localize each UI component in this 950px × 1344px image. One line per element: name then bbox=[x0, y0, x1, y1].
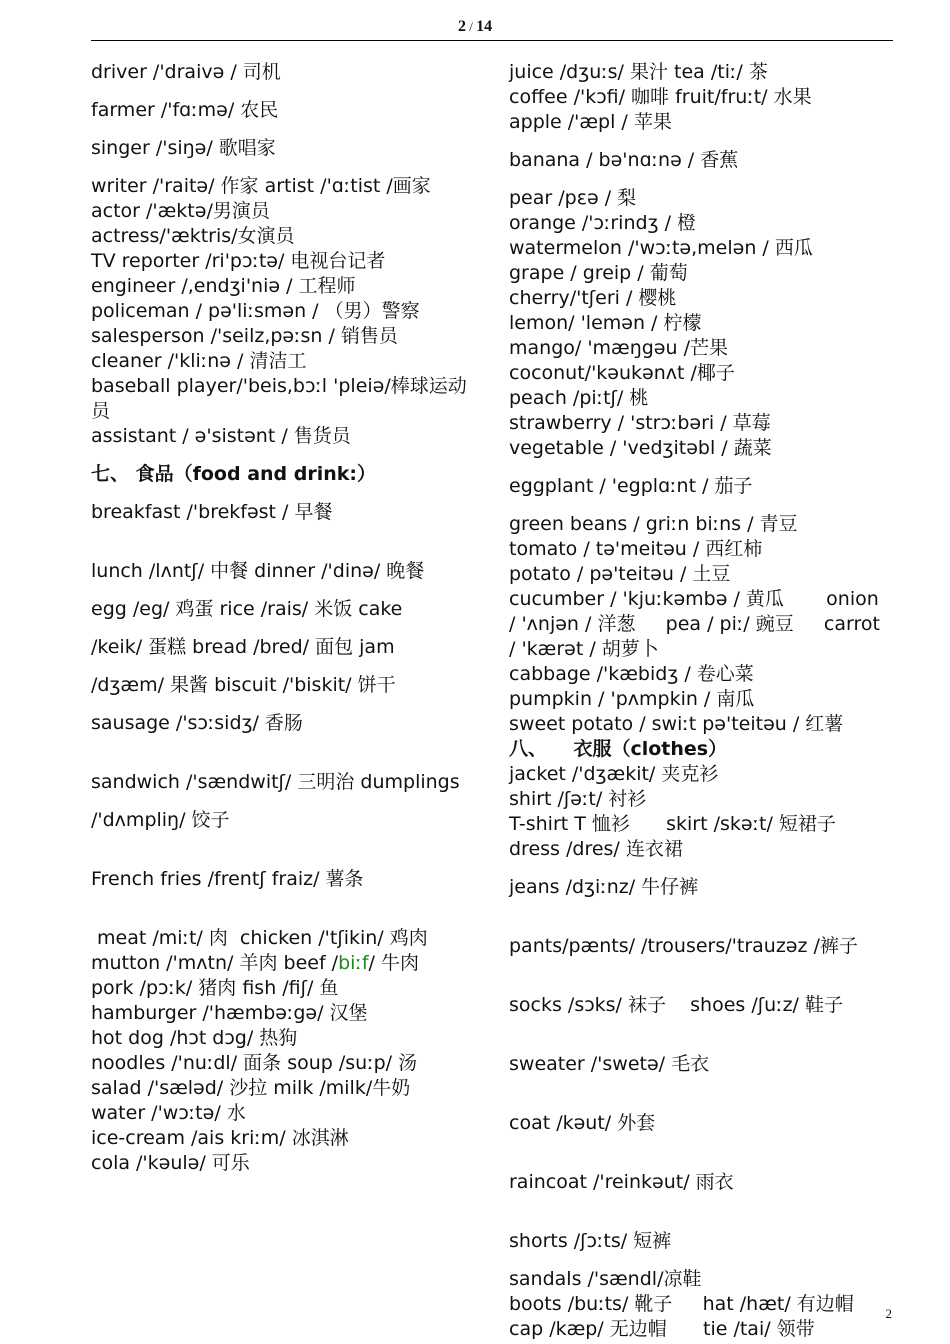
vocab-line: pumpkin / 'pʌmpkin / 南瓜 bbox=[509, 688, 755, 710]
vocab-line: policeman / pə'liːsmən / （男）警察 bbox=[91, 300, 420, 322]
left-column bbox=[91, 60, 476, 1176]
vocab-line: egg /eg/ 鸡蛋 rice /rais/ 米饭 cake bbox=[91, 598, 403, 620]
vocab-line: salad /'sæləd/ 沙拉 milk /milk/牛奶 bbox=[91, 1077, 411, 1099]
vocab-line: /'dʌmpliŋ/ 饺子 bbox=[91, 809, 230, 831]
vocab-line: hamburger /'hæmbəːgə/ 汉堡 bbox=[91, 1002, 368, 1024]
vocab-line: driver /'draivə / 司机 bbox=[91, 61, 281, 83]
header-page-number: 2 bbox=[457, 18, 466, 35]
vocab-line: sweet potato / swiːt pə'teitəu / 红薯 bbox=[509, 713, 844, 735]
vocab-line: singer /'siŋə/ 歌唱家 bbox=[91, 137, 276, 159]
vocab-line: /keik/ 蛋糕 bread /bred/ 面包 jam bbox=[91, 636, 395, 658]
vocab-line: baseball player/'beis,bɔːl 'pleiə/棒球运动员 bbox=[91, 375, 467, 422]
vocab-line bbox=[91, 951, 476, 976]
vocab-line: water /'wɔːtə/ 水 bbox=[91, 1102, 246, 1124]
vocab-line: cola /'kəulə/ 可乐 bbox=[91, 1152, 250, 1174]
vocab-line: cucumber / 'kjuːkəmbə / 黄瓜 onion bbox=[509, 588, 879, 610]
vocab-line: jacket /'dʒækit/ 夹克衫 bbox=[509, 763, 719, 785]
vocab-line: ice-cream /ais kriːm/ 冰淇淋 bbox=[91, 1127, 349, 1149]
vocab-line: banana / bə'nɑːnə / 香蕉 bbox=[509, 149, 739, 171]
vocab-line: vegetable / 'vedʒitəbl / 蔬菜 bbox=[509, 437, 772, 459]
vocab-line: meat /miːt/ 肉 chicken /'tʃikin/ 鸡肉 bbox=[91, 927, 428, 949]
vocab-line: raincoat /'reinkəut/ 雨衣 bbox=[509, 1171, 734, 1193]
vocab-line: sausage /'sɔːsidʒ/ 香肠 bbox=[91, 712, 303, 734]
vocab-line: lunch /lʌntʃ/ 中餐 dinner /'dinə/ 晚餐 bbox=[91, 560, 425, 582]
vocab-line: hot dog /hɔt dɔg/ 热狗 bbox=[91, 1027, 298, 1049]
vocab-line: mango/ 'mæŋgəu /芒果 bbox=[509, 337, 728, 359]
vocab-line: actor /'æktə/男演员 bbox=[91, 200, 270, 222]
phonetic-highlight: biːf bbox=[338, 952, 369, 974]
vocab-line: juice /dʒuːs/ 果汁 tea /tiː/ 茶 bbox=[509, 61, 768, 83]
vocab-line: writer /'raitə/ 作家 artist /'ɑːtist /画家 bbox=[91, 175, 431, 197]
vocab-line: green beans / griːn biːns / 青豆 bbox=[509, 513, 798, 535]
vocab-line: coffee /'kɔfi/ 咖啡 fruit/fruːt/ 水果 bbox=[509, 86, 812, 108]
vocab-text: / 牛肉 bbox=[368, 952, 419, 974]
vocab-line: peach /piːtʃ/ 桃 bbox=[509, 387, 649, 409]
vocab-text: mutton /'mʌtn/ 羊肉 beef / bbox=[91, 952, 339, 974]
vocab-line: pork /pɔːk/ 猪肉 fish /fiʃ/ 鱼 bbox=[91, 977, 339, 999]
vocab-line: apple /'æpl / 苹果 bbox=[509, 111, 672, 133]
header-rule bbox=[91, 40, 893, 41]
vocab-line: watermelon /'wɔːtə,melən / 西瓜 bbox=[509, 237, 813, 259]
vocab-line: engineer /,endʒi'niə / 工程师 bbox=[91, 275, 356, 297]
vocab-line: grape / greip / 葡萄 bbox=[509, 262, 688, 284]
vocab-line: pear /pεə / 梨 bbox=[509, 187, 637, 209]
vocab-line: shorts /ʃɔːts/ 短裤 bbox=[509, 1230, 672, 1252]
vocab-line: actress/'æktris/女演员 bbox=[91, 225, 295, 247]
vocab-line: farmer /'fɑːmə/ 农民 bbox=[91, 99, 279, 121]
vocab-line: socks /sɔks/ 袜子 shoes /ʃuːz/ 鞋子 bbox=[509, 994, 843, 1016]
header-separator: / bbox=[465, 19, 477, 34]
vocab-line: pants/pænts/ /trousers/'trauzəz /裤子 bbox=[509, 935, 858, 957]
vocab-line: cherry/'tʃeri / 樱桃 bbox=[509, 287, 677, 309]
vocab-line: noodles /'nuːdl/ 面条 soup /suːp/ 汤 bbox=[91, 1052, 418, 1074]
vocab-line: cleaner /'kliːnə / 清洁工 bbox=[91, 350, 307, 372]
vocab-line: cap /kæp/ 无边帽 tie /tai/ 领带 bbox=[509, 1318, 815, 1340]
vocab-line: coconut/'kəukənʌt /椰子 bbox=[509, 362, 735, 384]
vocab-line: boots /buːts/ 靴子 hat /hæt/ 有边帽 bbox=[509, 1293, 854, 1315]
right-column bbox=[509, 60, 894, 1342]
vocab-line: breakfast /'brekfəst / 早餐 bbox=[91, 501, 333, 523]
vocab-line: assistant / ə'sistənt / 售货员 bbox=[91, 425, 351, 447]
vocab-line: shirt /ʃəːt/ 衬衫 bbox=[509, 788, 647, 810]
vocab-line: sweater /'swetə/ 毛衣 bbox=[509, 1053, 710, 1075]
vocab-line: strawberry / 'strɔːbəri / 草莓 bbox=[509, 412, 771, 434]
vocab-line: cabbage /'kæbidʒ / 卷心菜 bbox=[509, 663, 754, 685]
vocab-line: jeans /dʒiːnz/ 牛仔裤 bbox=[509, 876, 699, 898]
vocab-line: sandals /'sændl/凉鞋 bbox=[509, 1268, 702, 1290]
vocab-line: potato / pə'teitəu / 土豆 bbox=[509, 563, 731, 585]
vocab-line: /dʒæm/ 果酱 biscuit /'biskit/ 饼干 bbox=[91, 674, 396, 696]
section-heading-clothes: 八、 衣服（clothes） bbox=[509, 738, 728, 760]
vocab-line: T-shirt T 恤衫 skirt /skəːt/ 短裙子 bbox=[509, 813, 836, 835]
section-heading-food: 七、 食品（food and drink:） bbox=[91, 463, 377, 485]
footer-page-number: 2 bbox=[885, 1306, 892, 1321]
vocab-line: eggplant / 'egplɑːnt / 茄子 bbox=[509, 475, 753, 497]
vocab-line: TV reporter /ri'pɔːtə/ 电视台记者 bbox=[91, 250, 386, 272]
page-header bbox=[0, 18, 950, 36]
vocab-line: orange /'ɔːrindʒ / 橙 bbox=[509, 212, 697, 234]
vocab-line: dress /dres/ 连衣裙 bbox=[509, 838, 683, 860]
vocab-line: French fries /frentʃ fraiz/ 薯条 bbox=[91, 868, 364, 890]
vocab-line: lemon/ 'lemən / 柠檬 bbox=[509, 312, 702, 334]
vocab-line: tomato / tə'meitəu / 西红柿 bbox=[509, 538, 763, 560]
header-page-total: 14 bbox=[476, 18, 493, 35]
vocab-line: / 'ʌnjən / 洋葱 pea / piː/ 豌豆 carrot bbox=[509, 613, 880, 635]
vocab-line: salesperson /'seilz,pəːsn / 销售员 bbox=[91, 325, 398, 347]
vocab-line: coat /kəut/ 外套 bbox=[509, 1112, 656, 1134]
vocab-line: / 'kærət / 胡萝卜 bbox=[509, 638, 659, 660]
vocab-line: sandwich /'sændwitʃ/ 三明治 dumplings bbox=[91, 771, 460, 793]
